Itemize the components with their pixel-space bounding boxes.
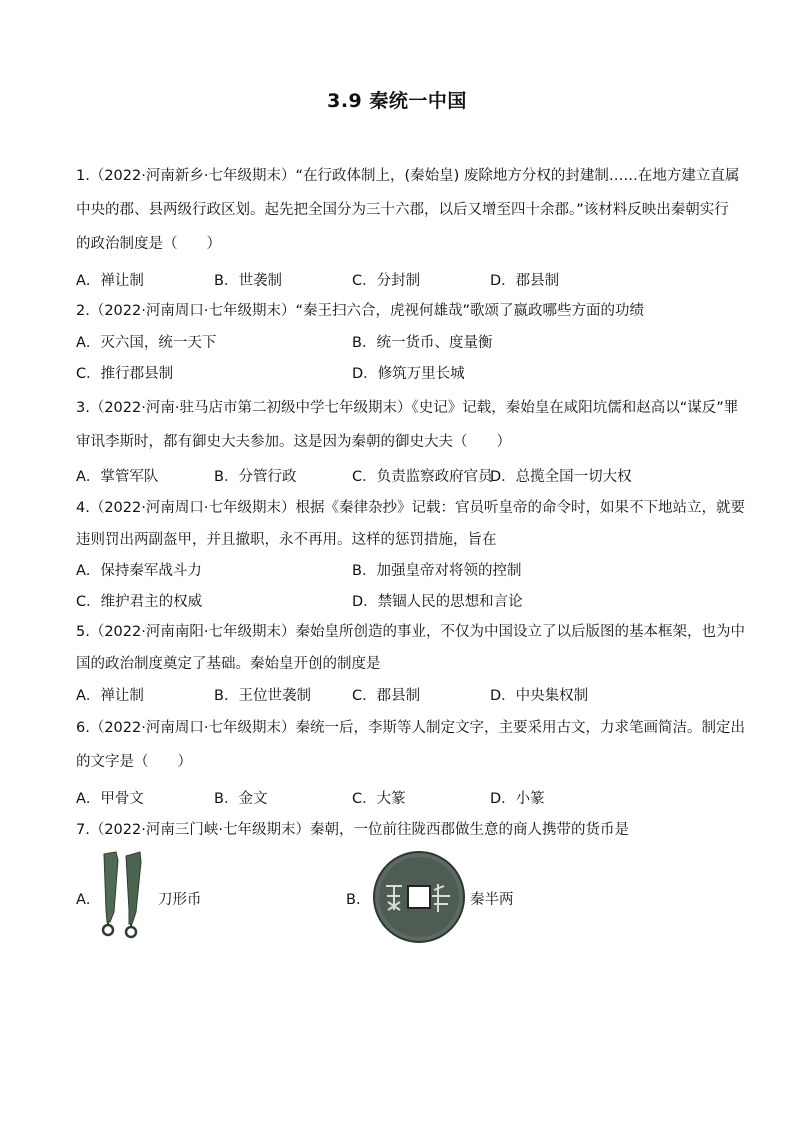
q1-option-c[interactable]: C．分封制: [352, 273, 421, 289]
q2-option-d[interactable]: D．修筑万里长城: [352, 366, 465, 382]
q5-line-2: 国的政治制度奠定了基础。秦始皇开创的制度是: [76, 656, 381, 672]
q7-option-a-caption: 刀形币: [158, 892, 202, 908]
q5-option-c[interactable]: C．郡县制: [352, 688, 421, 704]
q7-option-b-letter[interactable]: B．: [346, 892, 371, 908]
knife-coin-right-icon: [126, 852, 141, 937]
q3-option-c[interactable]: C．负责监察政府官员: [352, 469, 493, 485]
q1-line-1: 1.（2022·河南新乡·七年级期末）“在行政体制上，(秦始皇) 废除地方分权的封建制……在地方建立直属: [76, 168, 740, 184]
q7-option-b-caption: 秦半两: [470, 892, 514, 908]
q3-line-1: 3.（2022·河南·驻马店市第二初级中学七年级期末）《史记》记载，秦始皇在咸阳坑儒和赵高以“谋反”罪: [76, 400, 739, 416]
q6-option-c[interactable]: C．大篆: [352, 791, 406, 807]
q6-option-b[interactable]: B．金文: [214, 791, 268, 807]
q5-option-d[interactable]: D．中央集权制: [490, 688, 589, 704]
q4-option-c[interactable]: C．维护君主的权威: [76, 594, 203, 610]
q1-option-a[interactable]: A．禅让制: [76, 273, 144, 289]
q1-option-b[interactable]: B．世袭制: [214, 273, 282, 289]
q2-line-1: 2.（2022·河南周口·七年级期末）“秦王扫六合，虎视何雄哉”歌颂了嬴政哪些方面的功绩: [76, 303, 644, 319]
q7-option-a-letter[interactable]: A．: [76, 892, 101, 908]
q6-line-1: 6.（2022·河南周口·七年级期末）秦统一后，李斯等人制定文字，主要采用古文，力求笔画简洁。制定出: [76, 720, 745, 736]
q3-option-d[interactable]: D．总揽全国一切大权: [490, 469, 632, 485]
q2-option-a[interactable]: A．灭六国，统一天下: [76, 335, 217, 351]
q1-line-2: 中央的郡、县两级行政区划。起先把全国分为三十六郡，以后又增至四十余郡。”该材料反映出秦朝实行: [76, 202, 729, 218]
page-title: 3.9 秦统一中国: [327, 90, 467, 112]
q4-option-d[interactable]: D．禁锢人民的思想和言论: [352, 594, 523, 610]
q5-line-1: 5.（2022·河南南阳·七年级期末）秦始皇所创造的事业，不仅为中国设立了以后版图的基本框架，也为中: [76, 624, 745, 640]
q5-option-a[interactable]: A．禅让制: [76, 688, 144, 704]
q3-option-b[interactable]: B．分管行政: [214, 469, 297, 485]
q6-option-a[interactable]: A．甲骨文: [76, 791, 144, 807]
q4-line-2: 违则罚出两副盔甲，并且撤职，永不再用。这样的惩罚措施，旨在: [76, 532, 497, 548]
q4-option-b[interactable]: B．加强皇帝对将领的控制: [352, 563, 522, 579]
ban-liang-coin-image: [372, 850, 466, 944]
q6-option-d[interactable]: D．小篆: [490, 791, 545, 807]
q4-line-1: 4.（2022·河南周口·七年级期末）根据《秦律杂抄》记载：官员听皇帝的命令时，如果不下地站立，就要: [76, 500, 745, 516]
q2-option-b[interactable]: B．统一货币、度量衡: [352, 335, 493, 351]
q3-option-a[interactable]: A．掌管军队: [76, 469, 159, 485]
q1-option-d[interactable]: D．郡县制: [490, 273, 560, 289]
q3-line-2: 审讯李斯时，都有御史大夫参加。这是因为秦朝的御史大夫（ ）: [76, 434, 511, 450]
q6-line-2: 的文字是（ ）: [76, 754, 192, 770]
q5-option-b[interactable]: B．王位世袭制: [214, 688, 311, 704]
knife-money-image: [98, 850, 154, 942]
q7-image-options: [76, 850, 736, 950]
q7-line-1: 7.（2022·河南三门峡·七年级期末）秦朝，一位前往陇西郡做生意的商人携带的货币是: [76, 822, 629, 838]
q4-option-a[interactable]: A．保持秦军战斗力: [76, 563, 202, 579]
q1-line-3: 的政治制度是（ ）: [76, 236, 221, 252]
knife-coin-left-icon: [103, 852, 118, 935]
q2-option-c[interactable]: C．推行郡县制: [76, 366, 174, 382]
